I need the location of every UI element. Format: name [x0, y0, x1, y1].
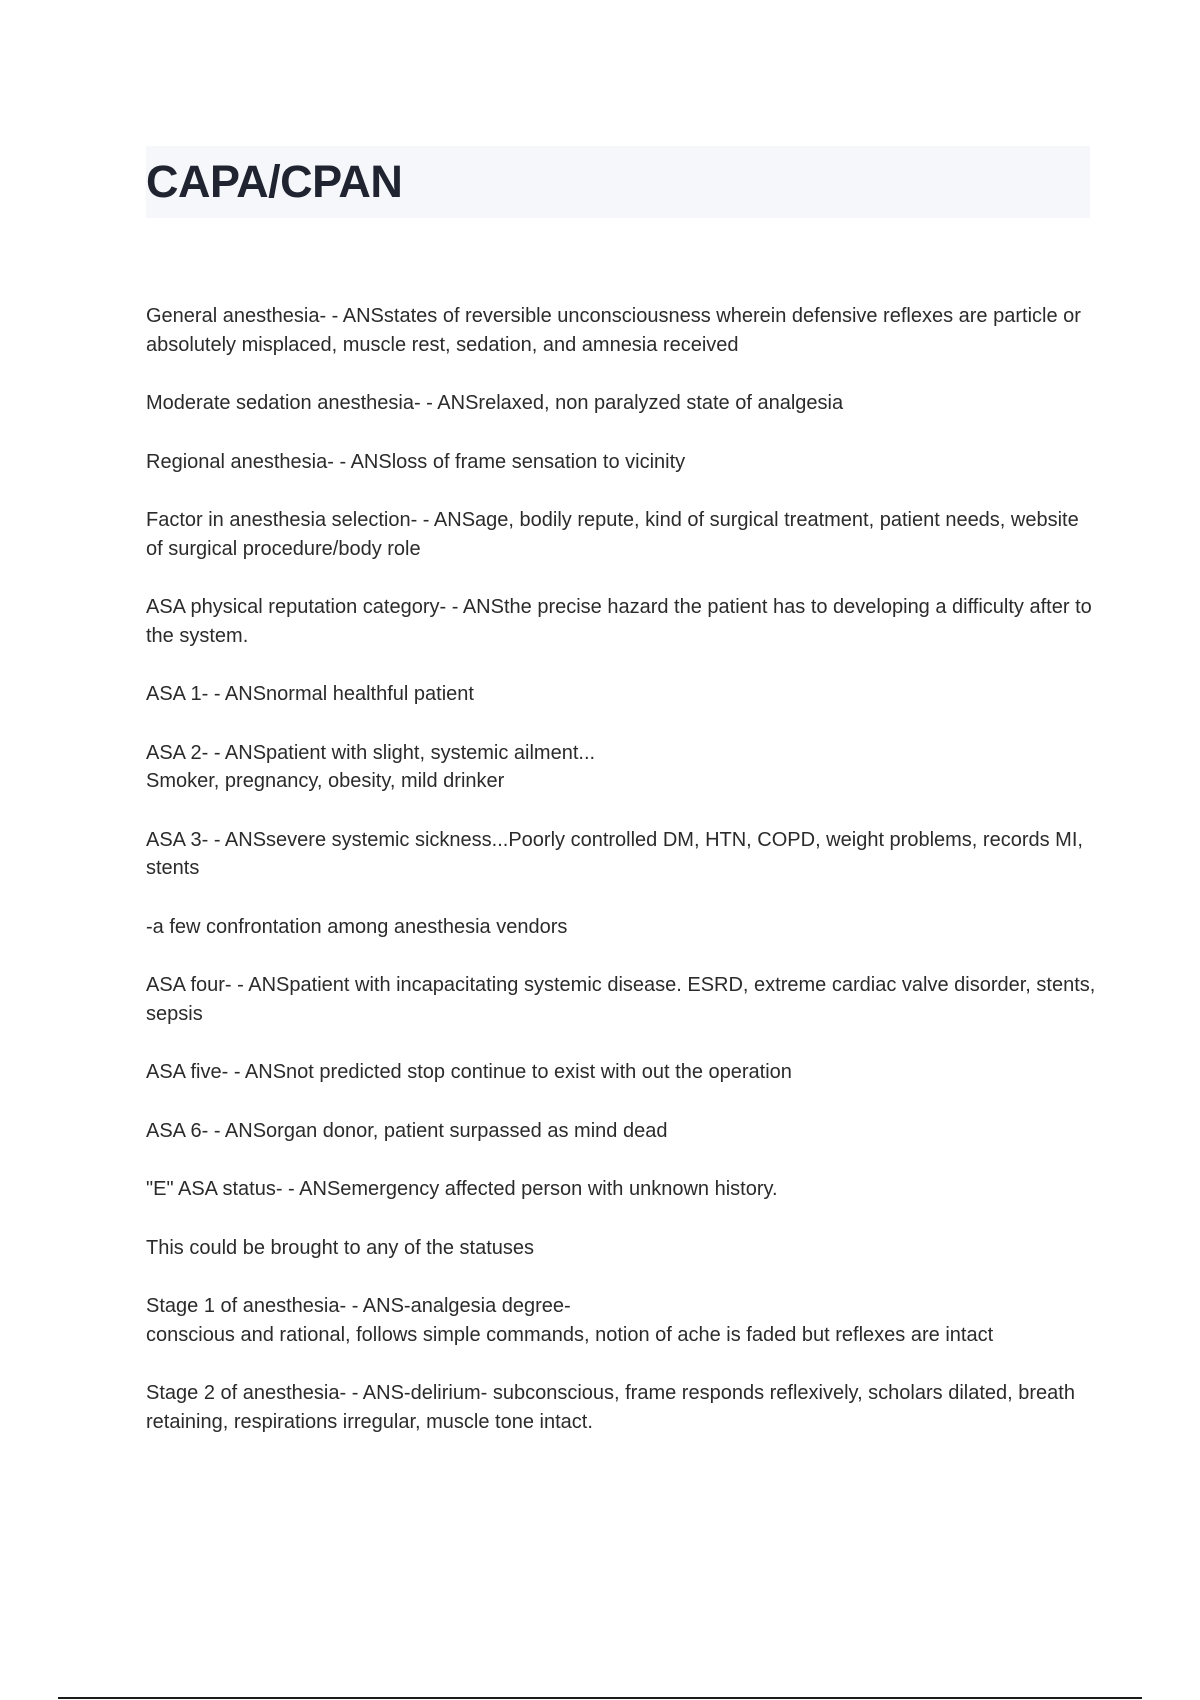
- flashcard-entry-asa-1: ASA 1- - ANSnormal healthful patient: [146, 683, 474, 705]
- flashcard-entry-asa-2: ASA 2- - ANSpatient with slight, systemic ailment... Smoker, pregnancy, obesity, mild drinker: [146, 741, 596, 792]
- flashcard-list: [146, 302, 1096, 1466]
- flashcard-entry-asa-category: ASA physical reputation category- - ANSthe precise hazard the patient has to developing a difficulty after to the system.: [146, 596, 1092, 647]
- flashcard-entry-asa-e-note: This could be brought to any of the statuses: [146, 1236, 535, 1259]
- flashcard-entry-asa-5: ASA five- - ANSnot predicted stop continue to exist with out the operation: [146, 1061, 792, 1083]
- flashcard-entry-asa-e: "E" ASA status- - ANSemergency affected person with unknown history.: [146, 1178, 778, 1200]
- flashcard-entry-regional-anesthesia: Regional anesthesia- - ANSloss of frame sensation to vicinity: [146, 450, 686, 473]
- flashcard-entry-stage-2: Stage 2 of anesthesia- - ANS-delirium- subconscious, frame responds reflexively, scholars dilated, breath retaining, respirations irregular, muscle tone intact.: [146, 1382, 1075, 1433]
- page-title: CAPA/CPAN: [146, 156, 403, 207]
- flashcard-entry-anesthesia-selection: Factor in anesthesia selection- - ANSage, bodily repute, kind of surgical treatment, patient needs, website of surgical procedure/body role: [146, 509, 1079, 560]
- title-band: [146, 146, 1090, 218]
- flashcard-entry-stage-1: Stage 1 of anesthesia- - ANS-analgesia degree- conscious and rational, follows simple commands, notion of ache is faded but reflexes are intact: [146, 1295, 994, 1346]
- footer-divider: [58, 1697, 1142, 1699]
- flashcard-entry-general-anesthesia: General anesthesia- - ANSstates of reversible unconsciousness wherein defensive reflexes are particle or absolutely misplaced, muscle rest, sedation, and amnesia received: [146, 305, 1081, 356]
- flashcard-entry-moderate-sedation: Moderate sedation anesthesia- - ANSrelaxed, non paralyzed state of analgesia: [146, 392, 844, 414]
- flashcard-entry-asa-6: ASA 6- - ANSorgan donor, patient surpassed as mind dead: [146, 1119, 668, 1142]
- flashcard-entry-asa-3-note: -a few confrontation among anesthesia vendors: [146, 915, 568, 938]
- flashcard-entry-asa-4: ASA four- - ANSpatient with incapacitating systemic disease. ESRD, extreme cardiac valve disorder, stents, sepsis: [146, 974, 1096, 1025]
- flashcard-entry-asa-3: ASA 3- - ANSsevere systemic sickness...Poorly controlled DM, HTN, COPD, weight problems, records MI, stents: [146, 828, 1083, 879]
